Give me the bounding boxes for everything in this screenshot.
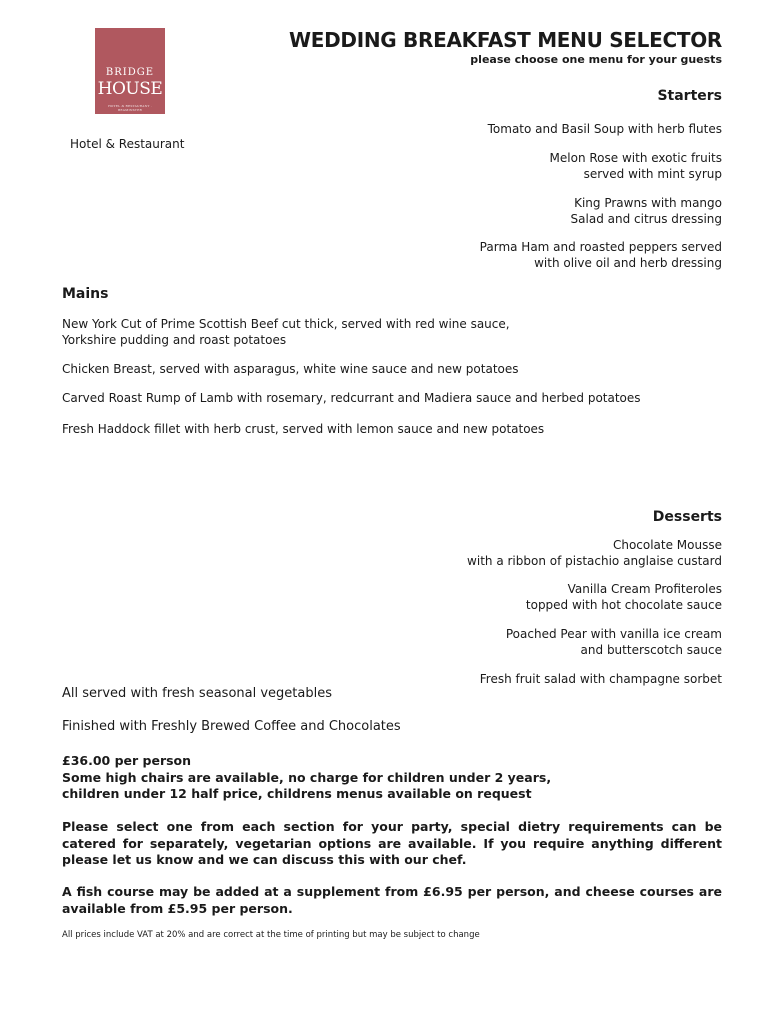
dessert-item-line: Fresh fruit salad with champagne sorbet bbox=[479, 672, 722, 686]
price-line: £36.00 per person bbox=[62, 753, 192, 768]
dessert-item-line: Poached Pear with vanilla ice cream bbox=[505, 627, 722, 641]
vegetables-note: All served with fresh seasonal vegetables bbox=[62, 686, 332, 701]
dessert-item-line: and butterscotch sauce bbox=[580, 642, 722, 657]
hotel-label: Hotel & Restaurant bbox=[70, 137, 185, 151]
starter-item-line: served with mint syrup bbox=[583, 166, 722, 181]
dessert-item bbox=[480, 672, 722, 688]
main-item-line: Yorkshire pudding and roast potatoes bbox=[62, 332, 287, 347]
main-item bbox=[62, 391, 641, 407]
logo-tagline: HOTEL & RESTAURANT · BEAMINSTER bbox=[108, 104, 152, 112]
dessert-item bbox=[526, 582, 722, 613]
main-item-line: New York Cut of Prime Scottish Beef cut thick, served with red wine sauce, bbox=[62, 317, 510, 331]
starters-heading: Starters bbox=[657, 88, 722, 104]
starter-item bbox=[480, 240, 722, 271]
page-subtitle: please choose one menu for your guests bbox=[470, 53, 722, 66]
price-line: Some high chairs are available, no charge for children under 2 years, bbox=[62, 769, 552, 785]
starter-item-line: Melon Rose with exotic fruits bbox=[549, 151, 722, 165]
dessert-item-line: with a ribbon of pistachio anglaise custard bbox=[467, 553, 722, 568]
price-block bbox=[62, 753, 722, 803]
dessert-item-line: topped with hot chocolate sauce bbox=[525, 597, 722, 612]
bridge-house-logo bbox=[95, 28, 165, 114]
starter-item-line: with olive oil and herb dressing bbox=[534, 255, 722, 270]
dessert-item-line: Chocolate Mousse bbox=[612, 538, 722, 552]
starter-item-line: Tomato and Basil Soup with herb flutes bbox=[487, 122, 722, 136]
main-item-line: Carved Roast Rump of Lamb with rosemary, redcurrant and Madiera sauce and herbed potatoes bbox=[62, 391, 641, 405]
starter-item-line: Parma Ham and roasted peppers served bbox=[479, 240, 722, 254]
logo-line-2: HOUSE bbox=[97, 79, 163, 99]
price-line: children under 12 half price, childrens menus available on request bbox=[62, 786, 532, 801]
starter-item-line: King Prawns with mango bbox=[574, 196, 722, 210]
page-title: WEDDING BREAKFAST MENU SELECTOR bbox=[288, 28, 722, 52]
dessert-item bbox=[467, 538, 722, 569]
starter-item bbox=[571, 196, 722, 227]
main-item-line: Chicken Breast, served with asparagus, white wine sauce and new potatoes bbox=[62, 362, 519, 376]
fish-note: A fish course may be added at a supplement from £6.95 per person, and cheese courses are available from £5.95 per person. bbox=[62, 884, 722, 916]
desserts-heading: Desserts bbox=[652, 509, 722, 525]
starter-item-line: Salad and citrus dressing bbox=[570, 211, 722, 226]
select-note: Please select one from each section for your party, special dietry requirements can be catered for separately, vegetarian options are available. If you require anything different please let us know and we can discuss this with our chef. bbox=[62, 819, 722, 867]
main-item bbox=[62, 422, 544, 438]
coffee-note: Finished with Freshly Brewed Coffee and Chocolates bbox=[62, 719, 401, 734]
vat-note: All prices include VAT at 20% and are correct at the time of printing but may be subject to change bbox=[62, 930, 480, 940]
mains-heading: Mains bbox=[62, 286, 109, 302]
dessert-item-line: Vanilla Cream Profiteroles bbox=[567, 582, 722, 596]
main-item bbox=[62, 362, 519, 378]
starter-item bbox=[550, 151, 722, 182]
dessert-item bbox=[506, 627, 722, 658]
logo-line-1: BRIDGE bbox=[105, 67, 155, 78]
main-item-line: Fresh Haddock fillet with herb crust, served with lemon sauce and new potatoes bbox=[62, 422, 545, 436]
starter-item bbox=[488, 122, 722, 138]
main-item bbox=[62, 317, 510, 348]
